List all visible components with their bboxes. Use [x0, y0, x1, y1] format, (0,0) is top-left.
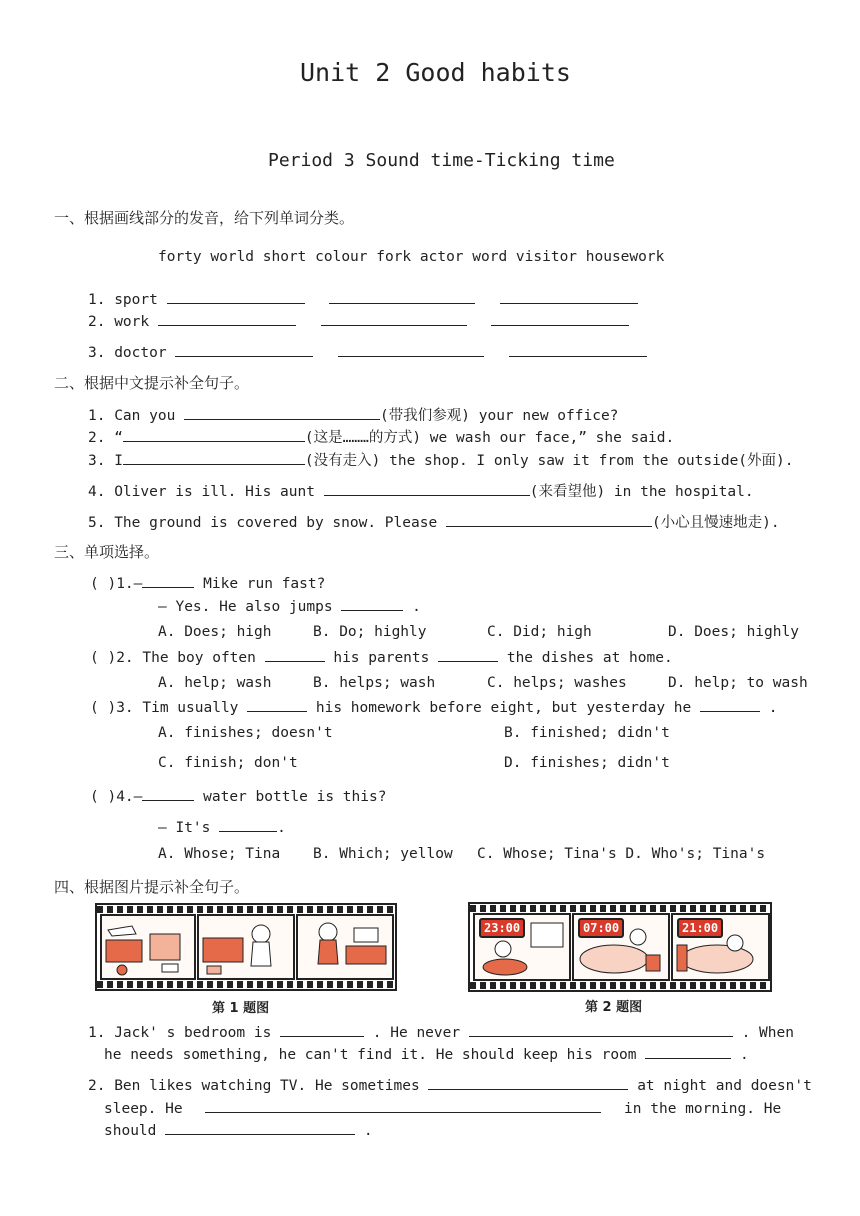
- option-d[interactable]: D. finishes; didn't: [504, 755, 670, 771]
- option-a[interactable]: A. help; wash: [158, 675, 272, 691]
- answer-blank[interactable]: [165, 1120, 355, 1135]
- picture-question-2-line2: sleep. He in the morning. He: [104, 1098, 781, 1117]
- picture-question-2-line3: should .: [104, 1120, 373, 1139]
- answer-blank[interactable]: [428, 1075, 628, 1090]
- translation-question-3: 3. I (没有走入) the shop. I only saw it from the outside(外面).: [88, 449, 794, 470]
- clock-display-1: 23:00: [479, 918, 525, 938]
- answer-blank[interactable]: [341, 596, 403, 611]
- sort-row-work: [88, 311, 629, 330]
- answer-blank[interactable]: [219, 817, 277, 832]
- answer-blank[interactable]: [158, 311, 296, 326]
- answer-blank[interactable]: [509, 342, 647, 357]
- answer-blank[interactable]: [142, 786, 194, 801]
- choice-question-4-line2: — It's .: [158, 817, 286, 836]
- film-perforation: [470, 905, 770, 912]
- answer-blank[interactable]: [321, 311, 467, 326]
- option-a[interactable]: A. Does; high: [158, 624, 272, 640]
- page-title: Unit 2 Good habits: [300, 58, 571, 87]
- film-strip-2: [468, 902, 772, 992]
- choice-question-3: ( )3. Tim usually his homework before eight, but yesterday he .: [90, 697, 777, 716]
- picture-question-2-line1: 2. Ben likes watching TV. He sometimes at night and doesn't: [88, 1075, 812, 1094]
- boy-at-desk-illustration: [298, 916, 392, 978]
- film-perforation: [97, 906, 395, 913]
- translation-question-5: 5. The ground is covered by snow. Please (小心且慢速地走).: [88, 511, 780, 532]
- section-4-heading: 四、根据图片提示补全句子。: [54, 878, 250, 896]
- sort-label: 2. work: [88, 314, 150, 330]
- option-b[interactable]: B. Which; yellow: [313, 846, 453, 862]
- translation-question-1: 1. Can you (带我们参观) your new office?: [88, 404, 618, 425]
- answer-blank[interactable]: [167, 289, 305, 304]
- answer-blank[interactable]: [446, 512, 652, 527]
- word-list: forty world short colour fork actor word visitor housework: [158, 249, 665, 265]
- option-c[interactable]: C. finish; don't: [158, 755, 298, 771]
- option-c[interactable]: C. Did; high: [487, 624, 592, 640]
- sort-row-doctor: [88, 342, 647, 361]
- messy-room-frame: [100, 914, 196, 980]
- sleeping-frame: [671, 913, 770, 981]
- answer-blank[interactable]: [500, 289, 638, 304]
- choice-question-1-line2: — Yes. He also jumps .: [158, 596, 421, 615]
- section-3-heading: 三、单项选择。: [54, 543, 160, 561]
- picture-question-1-line1: 1. Jack' s bedroom is . He never . When: [88, 1022, 794, 1041]
- answer-blank[interactable]: [247, 697, 307, 712]
- option-d[interactable]: D. Does; highly: [668, 624, 799, 640]
- answer-blank[interactable]: [123, 427, 305, 442]
- caption-figure-1: 第 1 题图: [212, 1001, 270, 1016]
- page-subtitle: Period 3 Sound time-Ticking time: [268, 150, 615, 171]
- answer-blank[interactable]: [324, 481, 530, 496]
- choice-question-4: ( )4.— water bottle is this?: [90, 786, 386, 805]
- searching-frame: [197, 914, 295, 980]
- answer-blank[interactable]: [205, 1098, 601, 1113]
- answer-blank[interactable]: [438, 647, 498, 662]
- section-1-heading: 一、根据画线部分的发音，给下列单词分类。: [54, 209, 355, 227]
- option-c[interactable]: C. helps; washes: [487, 675, 627, 691]
- translation-question-4: 4. Oliver is ill. His aunt (来看望他) in the hospital.: [88, 480, 754, 501]
- answer-blank[interactable]: [280, 1022, 364, 1037]
- answer-blank[interactable]: [265, 647, 325, 662]
- answer-blank[interactable]: [175, 342, 313, 357]
- clock-display-2: 07:00: [578, 918, 624, 938]
- film-perforation: [97, 981, 395, 988]
- answer-blank[interactable]: [184, 405, 380, 420]
- answer-blank[interactable]: [123, 450, 305, 465]
- waking-late-frame: [572, 913, 670, 981]
- section-2-heading: 二、根据中文提示补全句子。: [54, 374, 250, 392]
- picture-question-1-line2: he needs something, he can't find it. He should keep his room .: [104, 1044, 749, 1063]
- option-b[interactable]: B. Do; highly: [313, 624, 427, 640]
- choice-question-2: ( )2. The boy often his parents the dishes at home.: [90, 647, 673, 666]
- boy-at-desk-frame: [296, 914, 394, 980]
- answer-blank[interactable]: [338, 342, 484, 357]
- answer-blank[interactable]: [700, 697, 760, 712]
- answer-blank[interactable]: [142, 573, 194, 588]
- option-b[interactable]: B. finished; didn't: [504, 725, 670, 741]
- sort-label: 1. sport: [88, 292, 158, 308]
- answer-blank[interactable]: [645, 1044, 731, 1059]
- watching-tv-frame: [473, 913, 571, 981]
- film-strip-1: [95, 903, 397, 991]
- choice-question-1: ( )1.— Mike run fast?: [90, 573, 325, 592]
- option-c-d[interactable]: C. Whose; Tina's D. Who's; Tina's: [477, 846, 766, 862]
- sort-row-sport: [88, 289, 638, 308]
- caption-figure-2: 第 2 题图: [585, 1000, 643, 1015]
- messy-room-illustration: [102, 916, 194, 978]
- film-perforation: [470, 982, 770, 989]
- boy-searching-illustration: [199, 916, 293, 978]
- option-d[interactable]: D. help; to wash: [668, 675, 808, 691]
- answer-blank[interactable]: [469, 1022, 733, 1037]
- answer-blank[interactable]: [491, 311, 629, 326]
- option-b[interactable]: B. helps; wash: [313, 675, 436, 691]
- sort-label: 3. doctor: [88, 345, 167, 361]
- clock-display-3: 21:00: [677, 918, 723, 938]
- translation-question-2: 2. “ (这是………的方式) we wash our face,” she said.: [88, 426, 674, 447]
- answer-blank[interactable]: [329, 289, 475, 304]
- option-a[interactable]: A. finishes; doesn't: [158, 725, 333, 741]
- option-a[interactable]: A. Whose; Tina: [158, 846, 281, 862]
